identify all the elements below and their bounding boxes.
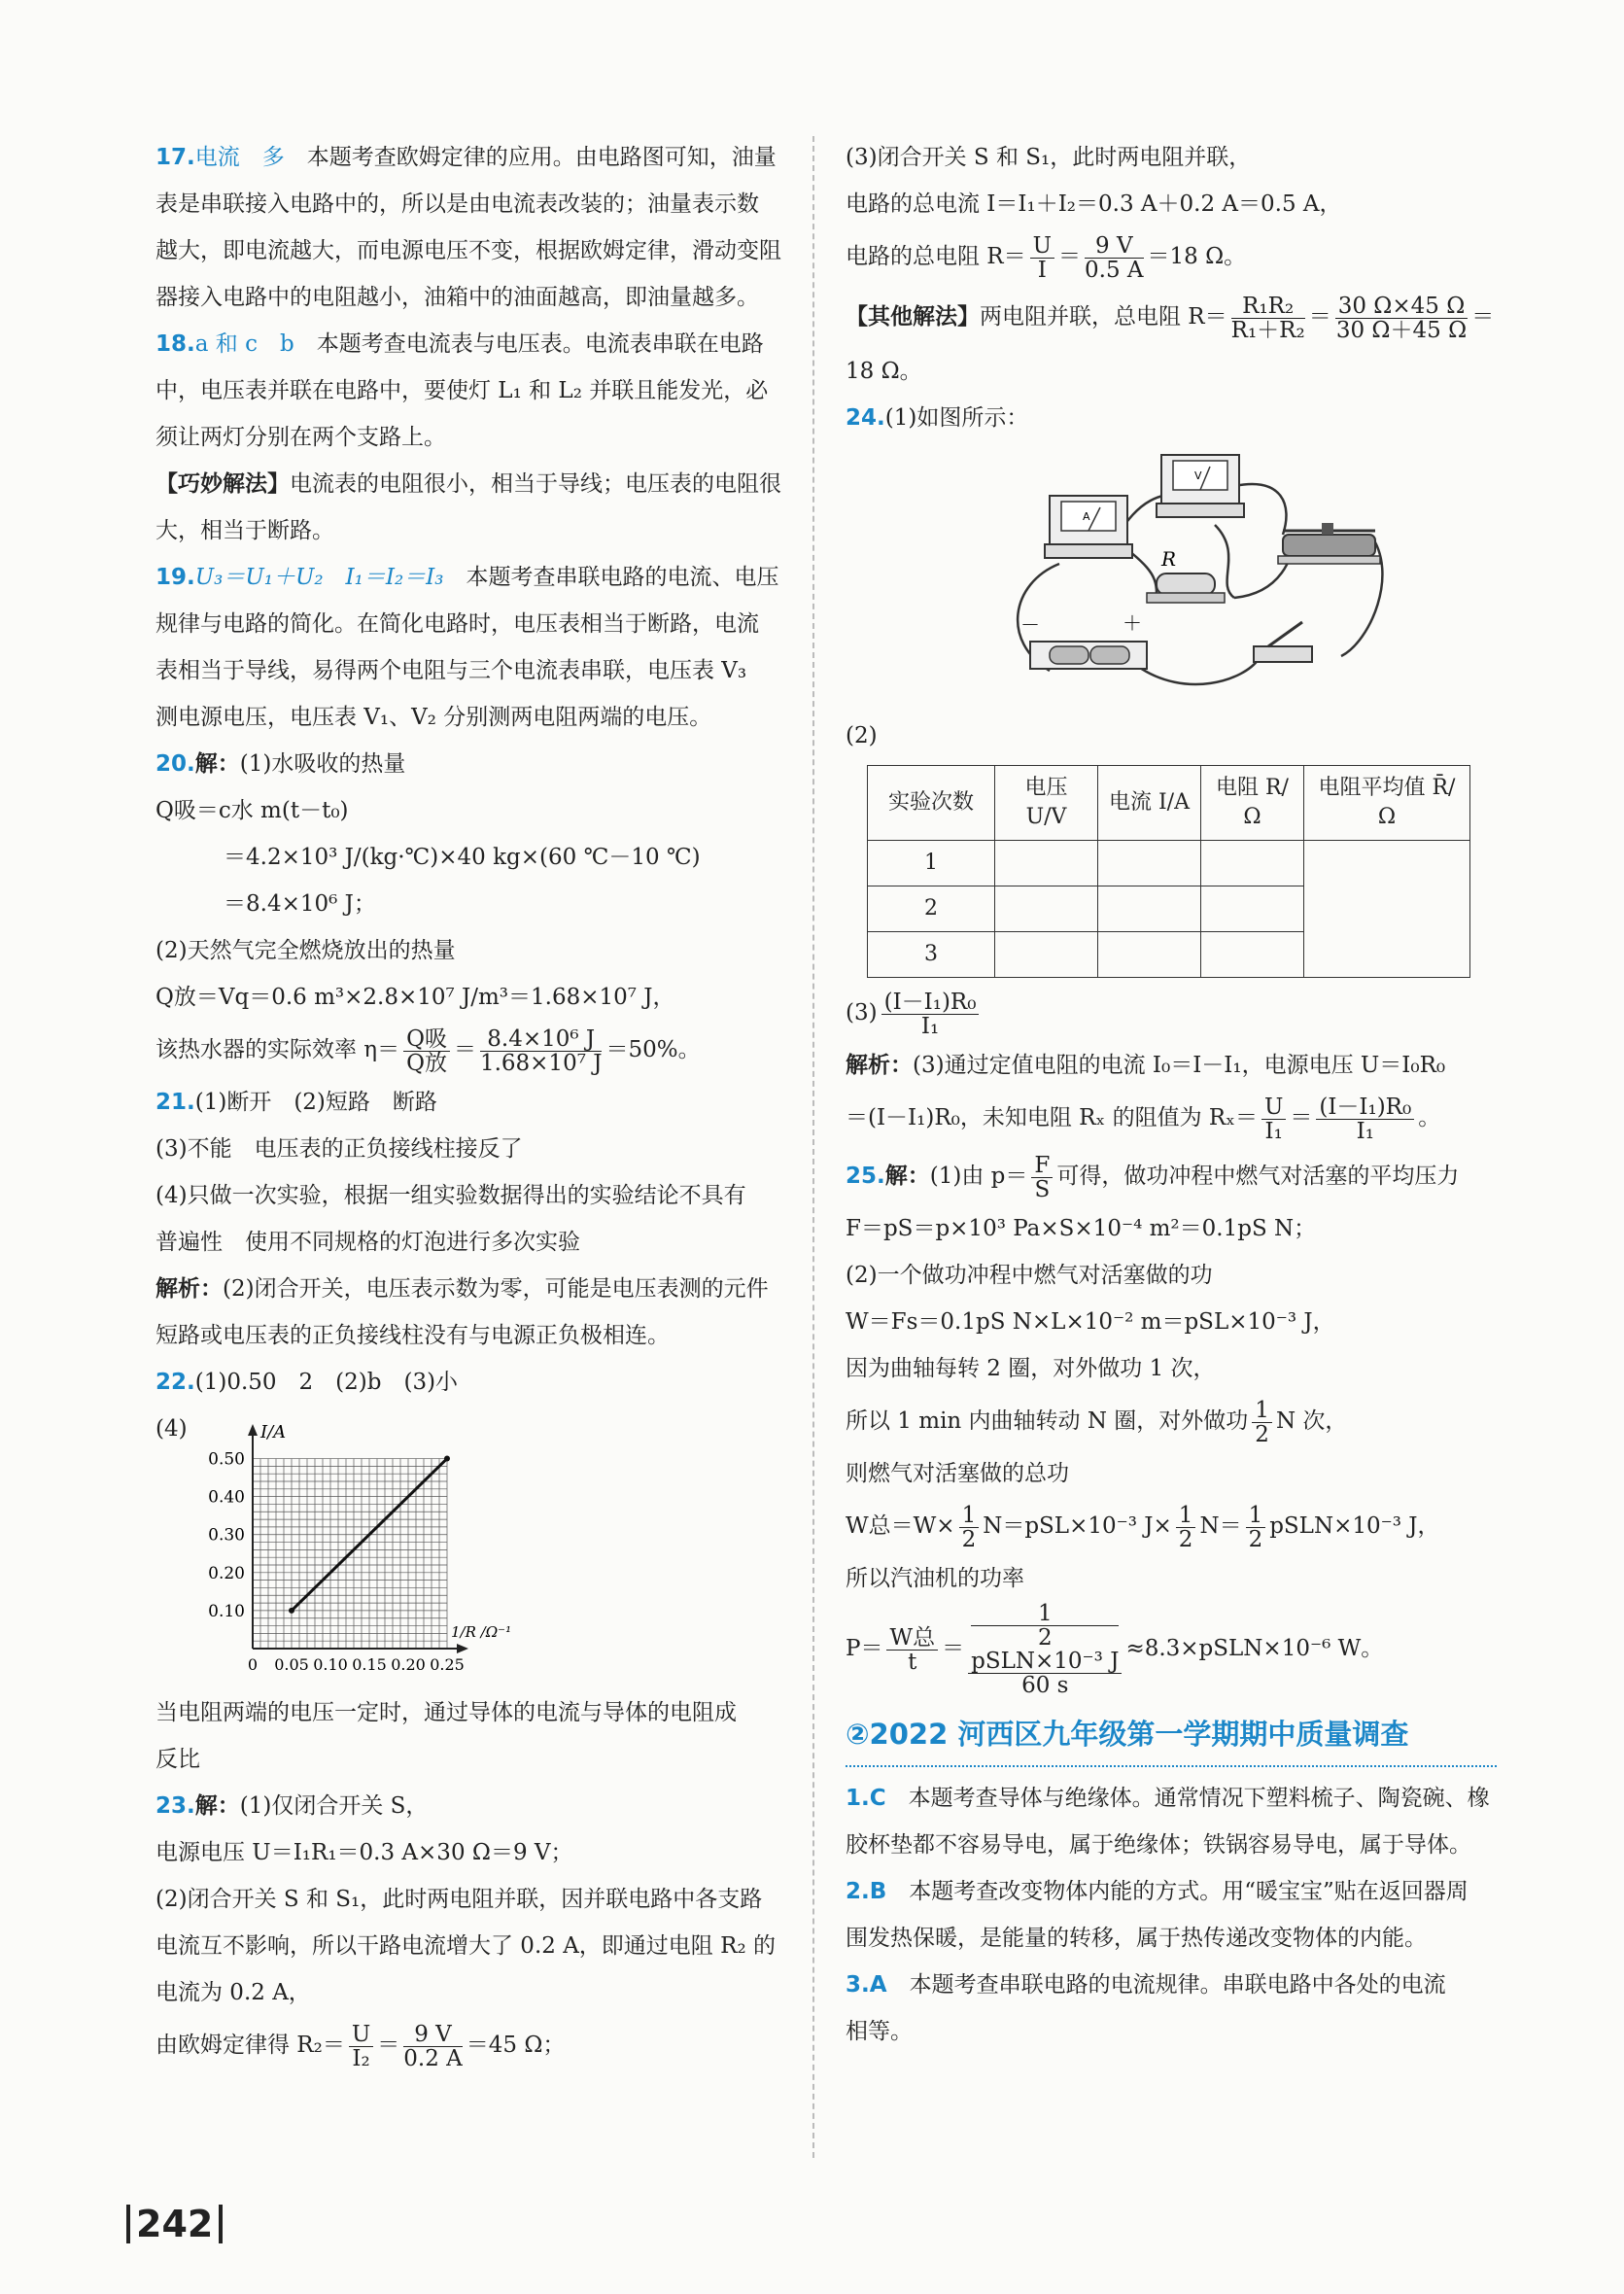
frac-num: W总	[886, 1626, 938, 1651]
table-cell: 1	[868, 841, 995, 886]
frac	[971, 1602, 1119, 1650]
frac-den: 30 Ω＋45 Ω	[1335, 317, 1468, 343]
column-divider	[812, 136, 814, 2158]
eff-text: 该热水器的实际效率 η＝	[155, 1037, 400, 1062]
frac	[886, 1626, 938, 1674]
q17-text: 越大，即电流越大，而电源电压不变，根据欧姆定律，滑动变阻	[155, 238, 781, 263]
q23-other-method: 【其他解法】两电阻并联，总电阻 R＝ $\frac{\text{R₁R₂}}{\text{R₁＋R₂}}$ ＝ $\frac{30 \Omega\times 45 \Omega}{30 \Omega+45 \Omega}$ ＝	[846, 293, 1495, 343]
q17-text: 器接入电路中的电阻越小，油箱中的油面越高，即油量越多。	[155, 285, 759, 310]
frac-num: (I－I₁)R₀	[1316, 1095, 1414, 1120]
s2-text: 围发热保暖，是能量的转移，属于热传递改变物体的内能。	[846, 1926, 1427, 1951]
q23-text: (1)仅闭合开关 S，	[239, 1793, 429, 1819]
jie-tag: 解：	[884, 1163, 930, 1189]
frac-den: 0.5 A	[1085, 257, 1144, 283]
frac	[959, 1504, 980, 1551]
q25-text: (2)一个做功冲程中燃气对活塞做的功	[846, 1263, 1213, 1288]
q19-number: 19.	[155, 565, 195, 590]
q21-line1	[155, 1079, 797, 1126]
q18-text: 本题考查电流表与电压表。电流表串联在电路	[316, 331, 764, 357]
frac-den: 2	[961, 1526, 977, 1552]
frac-num: F	[1031, 1154, 1053, 1178]
q23-text: (2)闭合开关 S 和 S₁，此时两电阻并联，因并联电路中各支路	[155, 1887, 763, 1912]
frac	[1252, 1399, 1272, 1446]
q20-efficiency: 该热水器的实际效率 η＝ $\frac{\text{Q吸}}{\text{Q放}}$ ＝ $\frac{\text{8.4×10⁶ J}}{\text{1.68×10⁷ J}}$ ＝50%。	[155, 1025, 701, 1076]
other-method-tag: 【其他解法】	[846, 303, 980, 330]
x-tick-label: 0	[247, 1655, 259, 1674]
q22-sub4: (4)	[155, 1416, 188, 1442]
q21-text: (1)断开 (2)短路 断路	[194, 1090, 437, 1115]
q24-sub3	[846, 984, 1497, 1042]
q17-line1	[155, 134, 797, 181]
q23-text: (3)闭合开关 S 和 S₁，此时两电阻并联，	[846, 145, 1252, 170]
q20-formula: Q吸＝c水 m(t－t₀)	[155, 798, 349, 823]
q20-text: (2)天然气完全燃烧放出的热量	[155, 938, 456, 963]
q17-number: 17.	[155, 145, 195, 170]
analysis-text: (2)闭合开关，电压表示数为零，可能是电压表测的元件	[223, 1276, 769, 1302]
q23-line1	[155, 1783, 797, 1829]
q18-line1	[155, 321, 797, 367]
x-tick-label: 0.20	[391, 1655, 426, 1674]
q23-text: ＝45 Ω；	[466, 2033, 566, 2058]
x-tick-label: 0.15	[352, 1655, 387, 1674]
data-point	[444, 1456, 450, 1462]
table-cell	[995, 886, 1098, 932]
y-tick-label: 0.10	[208, 1601, 245, 1621]
q25-formula: ≈8.3×pSLN×10⁻⁶ W。	[1125, 1636, 1384, 1661]
s1-text: 胶杯垫都不容易导电，属于绝缘体；铁锅容易导电，属于导体。	[846, 1832, 1471, 1858]
table-cell	[1098, 841, 1201, 886]
q18-text: 须让两灯分别在两个支路上。	[155, 425, 446, 450]
q20-number: 20.	[155, 751, 195, 777]
q20-text: (1)水吸收的热量	[239, 751, 406, 777]
q25-text: 因为曲轴每转 2 圈，对外做功 1 次，	[846, 1356, 1216, 1381]
q22-number: 22.	[155, 1370, 195, 1395]
q25-number: 25.	[846, 1164, 885, 1189]
q22-text: 反比	[155, 1747, 200, 1772]
table-cell	[1201, 932, 1304, 978]
q21-text: (3)不能 电压表的正负接线柱接反了	[155, 1136, 523, 1162]
q18-text: 中，电压表并联在电路中，要使灯 L₁ 和 L₂ 并联且能发光，必	[155, 378, 769, 403]
frac	[1316, 1095, 1414, 1143]
table-header: 电阻平均值 R̄/Ω	[1304, 766, 1470, 841]
y-axis-arrow	[248, 1424, 258, 1436]
q23-text: 由欧姆定律得 R₂＝	[155, 2033, 345, 2058]
frac	[1030, 234, 1054, 282]
table-cell: 3	[868, 932, 995, 978]
analysis-text: 短路或电压表的正负接线柱没有与电源正负极相连。	[155, 1323, 670, 1348]
s2-text: 本题考查改变物体内能的方式。用“暖宝宝”贴在返回器周	[909, 1879, 1469, 1904]
q23-text: 两电阻并联，总电阻 R＝	[980, 304, 1227, 330]
table-row	[868, 841, 1470, 886]
q25-line6	[846, 1392, 1497, 1450]
frac-num: R₁R₂	[1231, 295, 1305, 319]
q25-formula: W＝Fs＝0.1pS N×L×10⁻² m＝pSL×10⁻³ J，	[846, 1309, 1335, 1335]
y-tick-label: 0.50	[208, 1449, 245, 1470]
y-tick-label: 0.40	[208, 1487, 245, 1508]
frac	[1085, 234, 1144, 282]
q20-formula: ＝4.2×10³ J/(kg·℃)×40 kg×(60 ℃－10 ℃)	[224, 845, 701, 870]
q17-text: 本题考查欧姆定律的应用。由电路图可知，油量	[306, 145, 777, 170]
q25-text: 可得，做功冲程中燃气对活塞的平均压力	[1056, 1164, 1460, 1189]
q22-graph-area	[155, 1406, 797, 1689]
battery-minus-label: －	[1020, 613, 1040, 637]
q20-formula: Q放＝Vq＝0.6 m³×2.8×10⁷ J/m³＝1.68×10⁷ J，	[155, 985, 675, 1010]
frac-num: 1	[1246, 1504, 1266, 1528]
s1-number: 1.	[846, 1786, 870, 1811]
q17-text: 表是串联接入电路中的，所以是由电流表改装的；油量表示数	[155, 191, 759, 217]
s1-text: 本题考查导体与绝缘体。通常情况下塑料梳子、陶瓷碗、橡	[908, 1786, 1490, 1811]
q18-number: 18.	[155, 331, 195, 357]
analysis-tag: 解析：	[155, 1275, 223, 1302]
frac-num: 1	[1252, 1399, 1272, 1423]
experiment-table	[867, 765, 1470, 978]
frac	[1335, 295, 1469, 342]
q23-formula: 电路的总电流 I＝I₁＋I₂＝0.3 A＋0.2 A＝0.5 A，	[846, 191, 1342, 217]
y-axis-label: I/A	[260, 1422, 287, 1442]
q23-formula: 电源电压 U＝I₁R₁＝0.3 A×30 Ω＝9 V；	[155, 1840, 573, 1865]
s3-text: 本题考查串联电路的电流规律。串联电路中各处的电流	[909, 1972, 1446, 1998]
frac-num: U	[1030, 234, 1054, 259]
q24-text: (1)如图所示：	[884, 405, 1029, 431]
data-point	[289, 1608, 294, 1614]
q25-text: 所以 1 min 内曲轴转动 N 圈，对外做功	[846, 1408, 1249, 1434]
jie-tag: 解：	[194, 750, 240, 777]
i-vs-inverse-r-chart	[185, 1406, 512, 1687]
q18-tip	[155, 461, 797, 507]
q23-text: ＝	[1471, 304, 1495, 330]
q21-text: 普遍性 使用不同规格的灯泡进行多次实验	[155, 1230, 580, 1255]
frac	[1031, 1154, 1053, 1201]
q21-text: (4)只做一次实验，根据一组实验数据得出的实验结论不具有	[155, 1183, 746, 1208]
tip-text: 大，相当于断路。	[155, 518, 334, 543]
q22-text: 当电阻两端的电压一定时，通过导体的电流与导体的电阻成	[155, 1700, 737, 1725]
frac-den: 2	[1248, 1526, 1263, 1552]
voltmeter-icon	[1157, 455, 1244, 517]
table-cell	[1201, 886, 1304, 932]
y-tick-label: 0.30	[208, 1525, 245, 1546]
q25-text: 所以汽油机的功率	[846, 1566, 1024, 1591]
frac-num: 1	[971, 1602, 1119, 1626]
table-cell	[1201, 841, 1304, 886]
q24-number: 24.	[846, 405, 885, 431]
s1-line1	[846, 1775, 1497, 1822]
q19-answer: U₃＝U₁＋U₂ I₁＝I₂＝I₃	[194, 565, 444, 590]
frac-num: 9 V	[403, 2023, 463, 2047]
eff-text: ＝50%。	[605, 1037, 701, 1062]
q25-formula: ＝	[942, 1636, 965, 1661]
q25-power	[846, 1602, 1497, 1697]
frac	[349, 2023, 373, 2070]
analysis-text: 。	[1418, 1105, 1441, 1130]
q19-text: 测电源电压，电压表 V₁、V₂ 分别测两电阻两端的电压。	[155, 705, 712, 730]
q23-text: 电流互不影响，所以干路电流增大了 0.2 A，即通过电阻 R₂ 的	[155, 1933, 776, 1959]
frac	[1261, 1095, 1286, 1143]
x-tick-label: 0.25	[430, 1655, 465, 1674]
s2-line1	[846, 1868, 1497, 1915]
frac	[968, 1602, 1122, 1697]
table-header: 实验次数	[868, 766, 995, 841]
s3-line1	[846, 1962, 1497, 2008]
q23-number: 23.	[155, 1793, 195, 1819]
s1-answer: C	[869, 1786, 886, 1811]
s3-number: 3.	[846, 1972, 870, 1998]
table-header: 电阻 R/Ω	[1201, 766, 1304, 841]
table-cell	[1304, 841, 1470, 978]
q25-formula: P＝	[846, 1636, 883, 1661]
q24-analysis2: ＝(I－I₁)R₀，未知电阻 Rₓ 的阻值为 Rₓ＝ $\frac{U}{\text{I₁}}$ ＝ $\frac{\text{(I－I₁)R₀}}{\text{I₁}}$ 。	[846, 1094, 1441, 1144]
table-header: 电压 U/V	[995, 766, 1098, 841]
frac-den: R₁＋R₂	[1230, 317, 1305, 343]
x-tick-label: 0.05	[274, 1655, 309, 1674]
frac	[1176, 1504, 1196, 1551]
table-cell	[1098, 886, 1201, 932]
frac-den: I₁	[1264, 1118, 1283, 1144]
frac-den: I₂	[352, 2045, 370, 2071]
frac-num: 1	[959, 1504, 980, 1528]
q19-line1	[155, 554, 797, 601]
x-tick-label: 0.10	[313, 1655, 348, 1674]
switch-icon	[1254, 622, 1312, 662]
table-cell	[1098, 932, 1201, 978]
q21-number: 21.	[155, 1090, 195, 1115]
left-column	[155, 134, 797, 2074]
x-axis-label: 1/R /Ω⁻¹	[451, 1623, 512, 1641]
analysis-text: ＝(I－I₁)R₀，未知电阻 Rₓ 的阻值为 Rₓ＝	[846, 1105, 1258, 1130]
frac-den: 2	[1178, 1526, 1193, 1552]
frac-num: 30 Ω×45 Ω	[1335, 295, 1469, 319]
frac-den: Q放	[406, 1050, 447, 1076]
q19-text: 表相当于导线，易得两个电阻与三个电流表串联，电压表 V₃	[155, 658, 747, 683]
q24-sub2: (2)	[846, 723, 878, 748]
frac-den: 2	[1255, 1421, 1269, 1447]
battery-icon	[1020, 611, 1147, 669]
q19-text: 本题考查串联电路的电流、电压	[466, 565, 779, 590]
circuit-drawing	[991, 447, 1390, 690]
q18-answer: a 和 c b	[194, 331, 294, 357]
frac-den: t	[908, 1649, 917, 1675]
frac	[403, 2023, 463, 2070]
table-cell: 2	[868, 886, 995, 932]
frac-den: 0.2 A	[403, 2045, 463, 2071]
frac-den: S	[1034, 1176, 1051, 1202]
frac-num: (I－I₁)R₀	[881, 991, 980, 1015]
table-cell	[995, 841, 1098, 886]
frac	[1231, 295, 1305, 342]
s2-answer: B	[869, 1879, 887, 1904]
q25-formula: pSLN×10⁻³ J，	[1269, 1513, 1440, 1539]
table-header: 电流 I/A	[1098, 766, 1201, 841]
q24-text: (3)	[846, 1000, 878, 1025]
frac	[1246, 1504, 1266, 1551]
frac	[881, 991, 980, 1038]
frac-den: I₁	[920, 1013, 940, 1039]
q24-analysis	[846, 1042, 1497, 1089]
q23-text: 电路的总电阻 R＝	[846, 244, 1026, 269]
table-cell	[995, 932, 1098, 978]
frac-num: U	[349, 2023, 373, 2047]
frac-num: 9 V	[1085, 234, 1144, 259]
q25-formula: F＝pS＝p×10³ Pa×S×10⁻⁴ m²＝0.1pS N；	[846, 1216, 1317, 1241]
tip-tag: 【巧妙解法】	[155, 470, 290, 497]
ammeter-icon	[1045, 496, 1132, 558]
table-header-row	[868, 766, 1470, 841]
ammeter-label: A	[1083, 510, 1090, 523]
frac-den: 60 s	[1021, 1673, 1069, 1698]
x-axis-arrow	[457, 1644, 468, 1653]
q25-formula: N＝pSL×10⁻³ J×	[983, 1513, 1172, 1539]
q20-line1	[155, 741, 797, 787]
q22-line1	[155, 1359, 797, 1406]
right-column	[846, 134, 1497, 2055]
q23-r2: 由欧姆定律得 R₂＝ $\frac{U}{\text{I₂}}$ ＝ $\frac{9 V}{0.2 A}$ ＝45 Ω；	[155, 2021, 566, 2071]
frac-num: 1	[1176, 1504, 1196, 1528]
frac-num	[968, 1602, 1122, 1674]
rheostat-icon	[1278, 523, 1380, 564]
voltmeter-label: V	[1194, 469, 1202, 482]
page-number: 242	[126, 2205, 223, 2243]
s2-number: 2.	[846, 1879, 870, 1904]
analysis-tag: 解析：	[846, 1052, 913, 1078]
q25-text: N 次，	[1275, 1408, 1348, 1434]
frac-num: 8.4×10⁶ J	[480, 1027, 603, 1052]
frac-den: 2	[1037, 1625, 1053, 1651]
q17-answer: 电流 多	[194, 145, 285, 170]
resistor-label: R	[1161, 547, 1177, 571]
q25-text: (1)由 p＝	[929, 1164, 1028, 1189]
analysis-text: (3)通过定值电阻的电流 I₀＝I－I₁，电源电压 U＝I₀R₀	[913, 1053, 1446, 1078]
section-title: ②2022 河西区九年级第一学期期中质量调查	[846, 1711, 1497, 1767]
eff-fraction	[403, 1027, 450, 1075]
frac-num: Q吸	[403, 1027, 450, 1052]
q23-text: 电流为 0.2 A，	[155, 1980, 311, 2005]
q21-analysis	[155, 1266, 797, 1312]
tip-text: 电流表的电阻很小，相当于导线；电压表的电阻很	[290, 471, 781, 497]
frac-num-text: pSLN×10⁻³ J	[971, 1649, 1120, 1674]
y-tick-label: 0.20	[208, 1563, 245, 1583]
frac-den: 1.68×10⁷ J	[479, 1050, 603, 1076]
q22-text: (1)0.50 2 (2)b (3)小	[194, 1370, 459, 1395]
s3-answer: A	[869, 1972, 887, 1998]
q25-line1	[846, 1147, 1497, 1205]
q20-formula: ＝8.4×10⁶ J；	[224, 891, 376, 917]
q23-total-r: 电路的总电阻 R＝ $\frac{U}{I}$ ＝ $\frac{9 V}{0.5 A}$ ＝18 Ω。	[846, 232, 1247, 283]
frac-num: U	[1261, 1095, 1286, 1120]
eff-fraction	[480, 1027, 603, 1075]
battery-plus-label: ＋	[1123, 611, 1142, 635]
q25-formula: W总＝W×	[846, 1513, 955, 1539]
s3-text: 相等。	[846, 2019, 913, 2044]
q23-text: ＝18 Ω。	[1147, 244, 1247, 269]
q23-text: 18 Ω。	[846, 359, 922, 384]
q24-line1	[846, 395, 1497, 441]
circuit-diagram	[991, 447, 1497, 707]
frac-den: I	[1037, 257, 1047, 283]
q19-text: 规律与电路的简化。在简化电路时，电压表相当于断路，电流	[155, 611, 759, 637]
frac-den: I₁	[1356, 1118, 1374, 1144]
resistor-icon	[1147, 547, 1225, 603]
q25-formula: N＝	[1199, 1513, 1242, 1539]
jie-tag: 解：	[194, 1792, 240, 1819]
q25-total-work	[846, 1497, 1497, 1555]
q25-text: 则燃气对活塞做的总功	[846, 1461, 1069, 1486]
